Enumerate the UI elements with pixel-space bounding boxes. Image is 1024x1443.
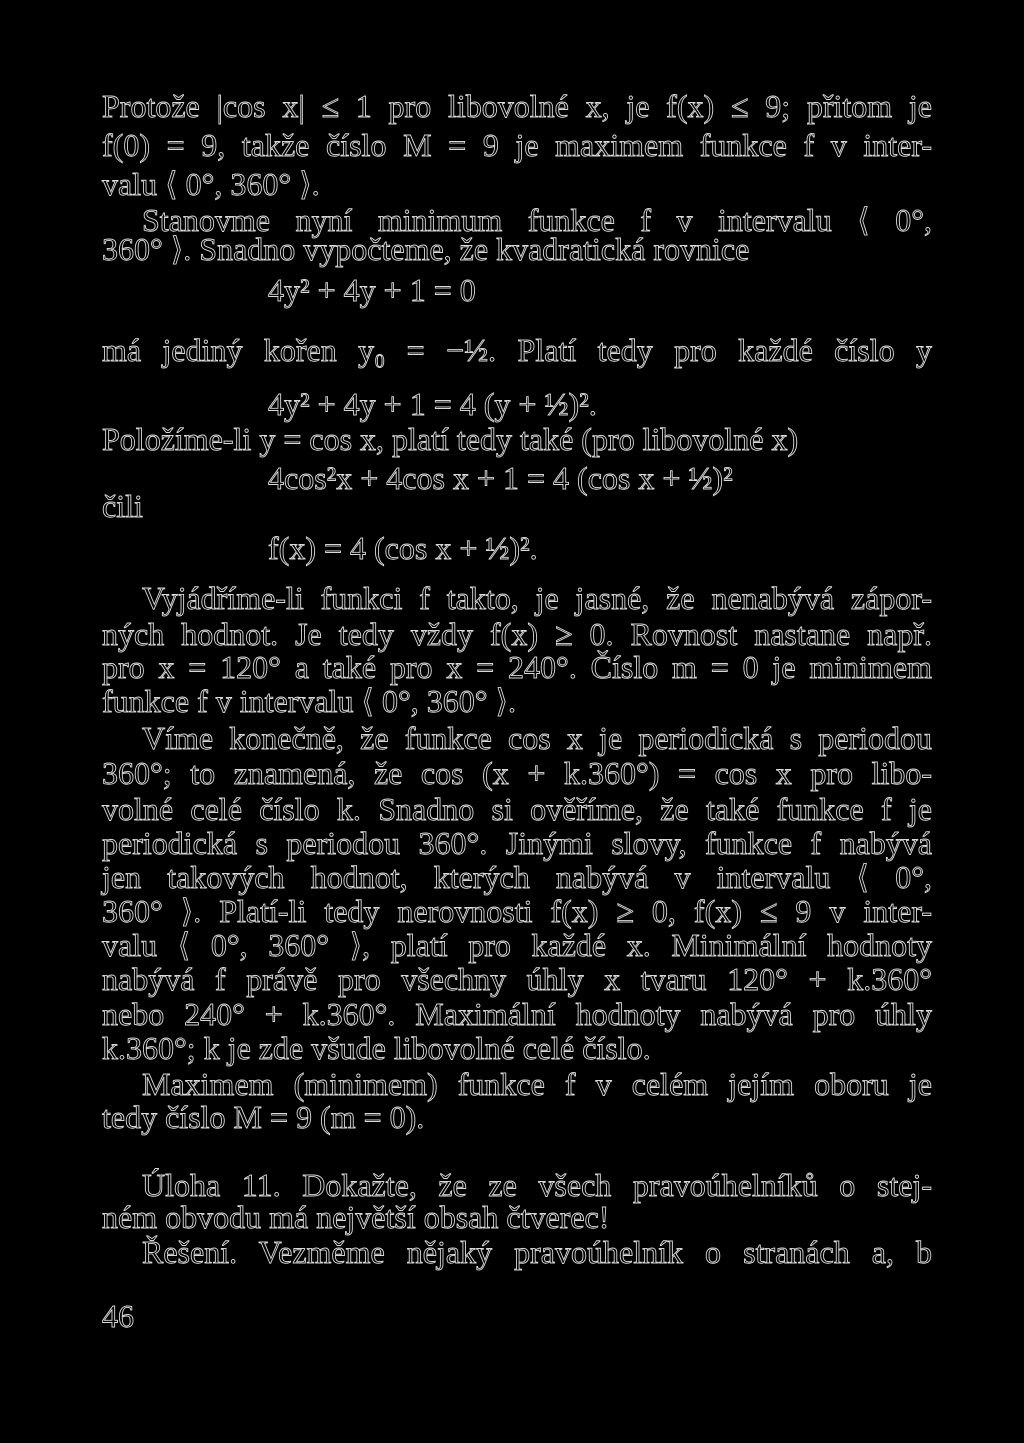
text-line: funkce f v intervalu ⟨ 0°, 360° ⟩.	[102, 683, 517, 719]
text-line: Víme konečně, že funkce cos x je periodická s periodou	[142, 720, 932, 756]
text-line: Maximem (minimem) funkce f v celém jejím oboru je	[142, 1066, 932, 1102]
text-line: f(0) = 9, takže číslo M = 9 je maximem funkce f v inter-	[102, 127, 932, 163]
text-line: nabývá f právě pro všechny úhly x tvaru 120° + k.360°	[102, 961, 932, 997]
text-line: Vyjádříme-li funkci f takto, je jasné, že nenabývá zápor-	[142, 580, 932, 616]
text-line: 360° ⟩. Snadno vypočteme, že kvadratická rovnice	[102, 231, 750, 267]
text-line: Řešení. Vezměme nějaký pravoúhelník o stranách a, b	[142, 1234, 932, 1270]
text-line: pro x = 120° a také pro x = 240°. Číslo m = 0 je minimem	[102, 649, 932, 685]
text-line: má jediný kořen y₀ = −½. Platí tedy pro každé číslo y	[102, 332, 932, 368]
text-line: ném obvodu má největší obsah čtverec!	[102, 1199, 610, 1235]
text-line: Protože |cos x| ≤ 1 pro libovolné x, je f(x) ≤ 9; přitom je	[102, 88, 932, 124]
text-line: Stanovme nyní minimum funkce f v intervalu ⟨ 0°,	[142, 202, 932, 238]
text-line: Úloha 11. Dokažte, že ze všech pravoúhelníků o stej-	[142, 1167, 932, 1203]
text-line: 360° ⟩. Platí-li tedy nerovnosti f(x) ≥ 0, f(x) ≤ 9 v inter-	[102, 893, 932, 929]
text-line: ných hodnot. Je tedy vždy f(x) ≥ 0. Rovnost nastane např.	[102, 616, 932, 652]
text-line: 360°; to znamená, že cos (x + k.360°) = cos x pro libo-	[102, 755, 932, 791]
text-line: Položíme-li y = cos x, platí tedy také (pro libovolné x)	[102, 421, 799, 457]
text-line: valu ⟨ 0°, 360° ⟩.	[102, 166, 320, 202]
text-line: valu ⟨ 0°, 360° ⟩, platí pro každé x. Minimální hodnoty	[102, 927, 932, 963]
text-line: tedy číslo M = 9 (m = 0).	[102, 1099, 425, 1135]
equation: 4y² + 4y + 1 = 4 (y + ½)².	[268, 386, 597, 422]
equation: f(x) = 4 (cos x + ½)².	[268, 530, 538, 566]
equation: 4cos²x + 4cos x + 1 = 4 (cos x + ½)²	[268, 460, 733, 496]
equation: 4y² + 4y + 1 = 0	[268, 272, 476, 308]
text-line: k.360°; k je zde všude libovolné celé číslo.	[102, 1030, 651, 1066]
text-line: volné celé číslo k. Snadno si ověříme, že také funkce f je	[102, 791, 932, 827]
text-line: periodická s periodou 360°. Jinými slovy, funkce f nabývá	[102, 825, 932, 861]
text-line: čili	[102, 488, 143, 524]
page-number: 46	[102, 1298, 134, 1334]
text-line: jen takových hodnot, kterých nabývá v intervalu ⟨ 0°,	[102, 859, 932, 895]
text-line: nebo 240° + k.360°. Maximální hodnoty nabývá pro úhly	[102, 996, 932, 1032]
